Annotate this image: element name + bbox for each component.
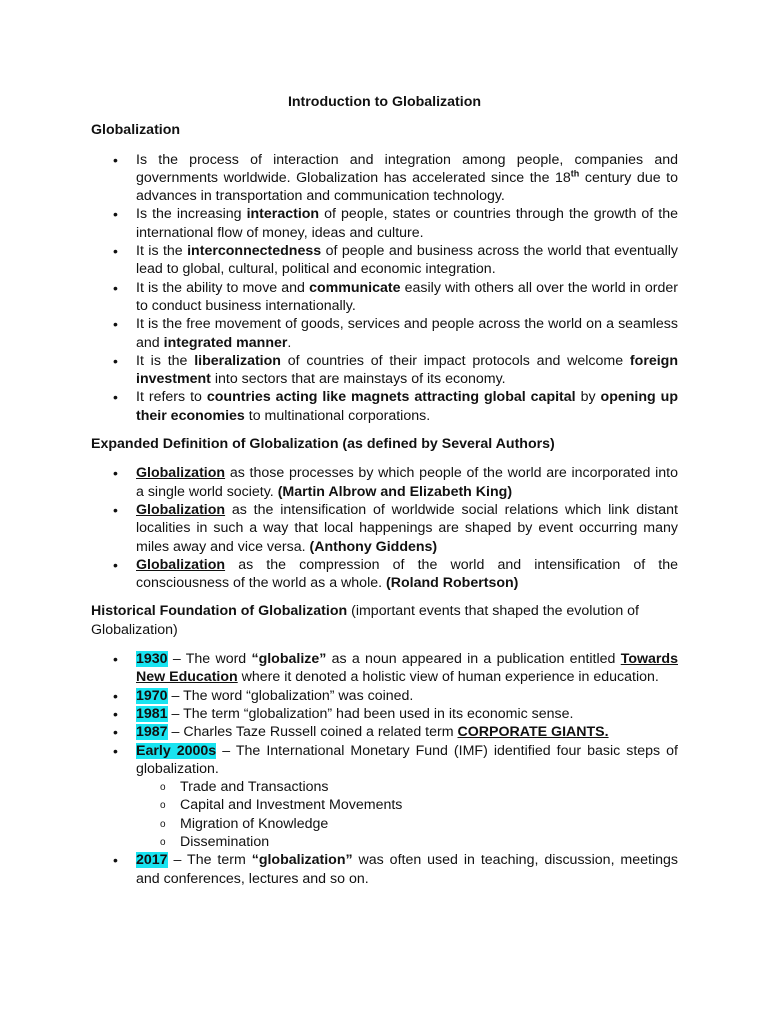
year-highlight: 1930	[136, 651, 168, 668]
year-highlight: 1981	[136, 705, 168, 722]
imf-steps-list	[136, 778, 678, 851]
author-definition-list	[91, 464, 678, 592]
list-item: • 1987 – Charles Taze Russell coined a related term CORPORATE GIANTS.	[91, 723, 678, 741]
sub-list-item: o Dissemination	[136, 833, 678, 851]
list-item: • It is the ability to move and communicate easily with others all over the world in order to conduct business internationally.	[91, 279, 678, 316]
list-item: • Globalization as those processes by which people of the world are incorporated into a single world society. (Martin Albrow and Elizabeth King)	[91, 464, 678, 501]
list-item: • 2017 – The term “globalization” was often used in teaching, discussion, meetings and conferences, lectures and so on.	[91, 851, 678, 888]
year-highlight: 2017	[136, 852, 168, 869]
list-item: • Globalization as the intensification of worldwide social relations which link distant localities in such a way that local happenings are shaped by event occurring many miles away and vice versa. (Anthony Giddens)	[91, 501, 678, 556]
list-item: • It is the free movement of goods, services and people across the world on a seamless and integrated manner.	[91, 315, 678, 352]
sub-list-item: o Capital and Investment Movements	[136, 796, 678, 814]
year-highlight: Early 2000s	[136, 742, 217, 759]
year-highlight: 1970	[136, 687, 168, 704]
list-item: • It is the interconnectedness of people and business across the world that eventually lead to global, cultural, political and economic integration.	[91, 242, 678, 279]
list-item: • Is the increasing interaction of people, states or countries through the growth of the international flow of money, ideas and culture.	[91, 205, 678, 242]
list-item: • 1981 – The term “globalization” had been used in its economic sense.	[91, 705, 678, 723]
list-item: • Is the process of interaction and integration among people, companies and governments worldwide. Globalization has accelerated since the 18th century due to advances in transportation and communication technology.	[91, 151, 678, 206]
document-title: Introduction to Globalization	[287, 94, 482, 110]
section-heading-historical-foundation: Historical Foundation of Globalization (important events that shaped the evolution of Globalization)	[91, 603, 639, 638]
historical-events-list	[91, 650, 678, 888]
section-heading-globalization: Globalization	[91, 122, 181, 139]
globalization-definition-list	[91, 151, 678, 425]
list-item: • 1970 – The word “globalization” was coined.	[91, 687, 678, 705]
list-item: • Early 2000s – The International Monetary Fund (IMF) identified four basic steps of globalization. o Trade and Transactions o Capital and Investment Movements o Migration of Knowledge o Dissemination	[91, 742, 678, 852]
sub-list-item: o Trade and Transactions	[136, 778, 678, 796]
document-content	[91, 93, 678, 898]
list-item: • It refers to countries acting like magnets attracting global capital by opening up their economies to multinational corporations.	[91, 388, 678, 425]
section-heading-expanded-definition: Expanded Definition of Globalization (as defined by Several Authors)	[91, 436, 555, 453]
year-highlight: 1987	[136, 724, 168, 741]
list-item: • Globalization as the compression of the world and intensification of the consciousness of the world as a whole. (Roland Robertson)	[91, 556, 678, 593]
sub-list-item: o Migration of Knowledge	[136, 815, 678, 833]
list-item: • It is the liberalization of countries of their impact protocols and welcome foreign investment into sectors that are mainstays of its economy.	[91, 352, 678, 389]
list-item: • 1930 – The word “globalize” as a noun appeared in a publication entitled Towards New Education where it denoted a holistic view of human experience in education.	[91, 650, 678, 687]
